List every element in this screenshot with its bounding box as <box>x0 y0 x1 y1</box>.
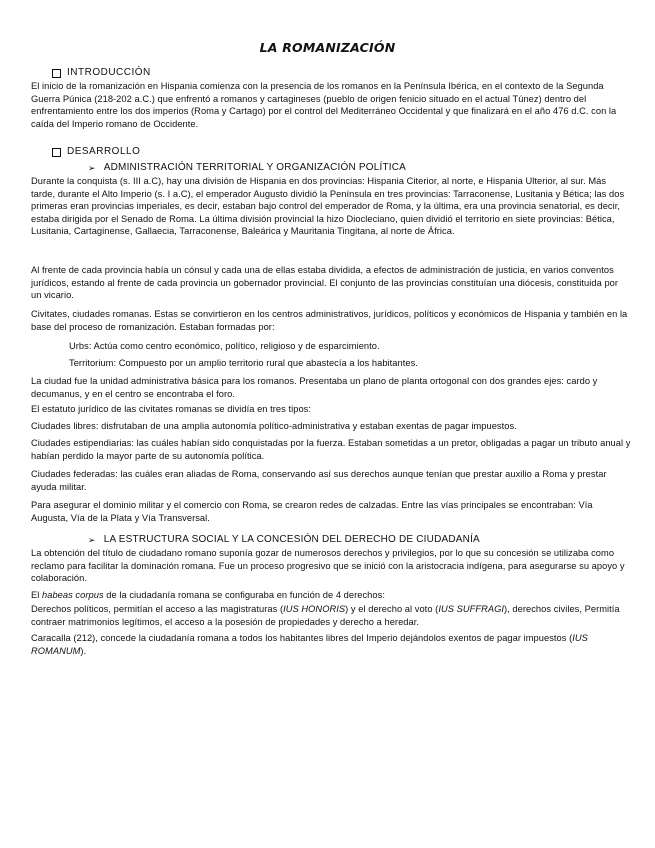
social-paragraph-1: La obtención del título de ciudadano romano suponía gozar de numerosos derechos y privilegios, por lo que su concesión se utilizaba como reclamo para facilitar la dominación romana. Fue un proceso progresivo que se inició con la aristocracia indígena, para asegurarse su apoyo y colaboración. <box>31 548 625 583</box>
section-desarrollo <box>52 146 140 158</box>
subsection-estructura-social <box>88 534 480 546</box>
social-paragraph-4: Caracalla (212), concede la ciudadanía romana a todos los habitantes libres del Imperio dejándolos exentos de pagar impuestos (IUS ROMANUM). <box>31 633 588 656</box>
checkbox-icon <box>52 69 61 78</box>
admin-paragraph-1: Durante la conquista (s. III a.C), hay una división de Hispania en dos provincias: Hispania Citerior, al norte, e Hispania Ulterior, al sur. Más tarde, durante el Alto Imperio (s. I a.C), el emperador Augusto dividió la Península en tres provincias: Tarraconense, Lusitania y Bética; las dos primeras eran provincias imperiales, es decir, estaban bajo control del emperador de Roma, y la última, era una provincia senatorial, es decir, estaba dirigida por el Senado de Roma. La última división provincial la hizo Diocleciano, quien dividió el territorio en siete provincias: Bética, Lusitania, Cartaginense, Gallaecia, Tarraconense, Baleárica y Mauritania Tingitana, al norte de África. <box>31 176 625 236</box>
admin-paragraph-2: Al frente de cada provincia había un cónsul y cada una de ellas estaba dividida, a efectos de administración de justicia, en varios conventos jurídicos, estando al frente de cada provincia un gobernador provincial. El conjunto de las provincias constituían una diócesis, constituida por un vicario. <box>31 265 619 300</box>
admin-paragraph-3: Civitates, ciudades romanas. Estas se convirtieron en los centros administrativos, jurídicos, políticos y económicos de Hispania y también en la base del proceso de romanización. Estaban formadas por: <box>31 309 628 332</box>
ius-suffragi-term: IUS SUFFRAGI <box>438 604 505 614</box>
admin-paragraph-9: Para asegurar el dominio militar y el comercio con Roma, se crearon redes de calzadas. Entre las vías principales se encontraban: Vía Augusta, Vía de la Plata y Vía Transversal. <box>31 500 593 523</box>
arrow-bullet-icon: ➢ <box>88 163 96 173</box>
arrow-bullet-icon: ➢ <box>88 535 96 545</box>
social-paragraph-3: Derechos políticos, permitían el acceso a las magistraturas (IUS HONORIS) y el derecho al voto (IUS SUFFRAGI), derechos civiles, Permitía contraer matrimonios legítimos, el acceso a la posesión de propiedades y derecho a heredar. <box>31 604 620 627</box>
social-paragraph-2: El habeas corpus de la ciudadanía romana se configuraba en función de 4 derechos: <box>31 590 385 600</box>
subsection-administracion <box>88 162 406 174</box>
section-heading-desarrollo: DESARROLLO <box>67 146 141 157</box>
subsection-heading-administracion: ADMINISTRACIÓN TERRITORIAL Y ORGANIZACIÓN POLÍTICA <box>103 162 407 173</box>
admin-paragraph-7: Ciudades estipendiarias: las cuáles habían sido conquistadas por la fuerza. Estaban sometidas a un pretor, obligadas a pagar un tributo anual y habían perdido la mayor parte de su autonomía política. <box>31 438 631 461</box>
admin-paragraph-8: Ciudades federadas: las cuáles eran aliadas de Roma, conservando así sus derechos aunque tenían que prestar auxilio a Roma y prestar ayuda militar. <box>31 469 607 492</box>
admin-paragraph-5: El estatuto jurídico de las civitates romanas se dividía en tres tipos: <box>31 404 312 414</box>
document-title: LA ROMANIZACIÓN <box>259 40 396 55</box>
checkbox-icon <box>52 148 61 157</box>
section-heading-introduccion: INTRODUCCIÓN <box>67 67 151 78</box>
admin-territorium: Territorium: Compuesto por un amplio territorio rural que abastecía a los habitantes. <box>69 358 418 368</box>
admin-urbs: Urbs: Actúa como centro económico, político, religioso y de esparcimiento. <box>69 341 380 351</box>
admin-paragraph-6: Ciudades libres: disfrutaban de una amplia autonomía político-administrativa y estaban exentas de pagar impuestos. <box>31 421 517 431</box>
intro-paragraph: El inicio de la romanización en Hispania comienza con la presencia de los romanos en la Península Ibérica, en el contexto de la Segunda Guerra Púnica (218-202 a.C.) que enfrentó a romanos y cartagineses (pueblo de origen fenicio situado en el actual Túnez) dentro del enfrentamiento entre los dos imperios (Roma y Cartago) por el control del Mediterráneo Occidental y que finalizará en el año 476 d.C. con la caída del Imperio romano de Occidente. <box>31 81 617 129</box>
ius-romanum-term: IUS ROMANUM <box>31 633 588 656</box>
admin-paragraph-4: La ciudad fue la unidad administrativa básica para los romanos. Presentaba un plano de planta ortogonal con dos grandes ejes: cardo y decumanus, y en el centro se encontraba el foro. <box>31 376 598 399</box>
section-introduccion <box>52 67 151 79</box>
habeas-corpus-term: habeas corpus <box>42 590 104 600</box>
subsection-heading-estructura-social: LA ESTRUCTURA SOCIAL Y LA CONCESIÓN DEL DERECHO DE CIUDADANÍA <box>103 534 480 545</box>
ius-honoris-term: IUS HONORIS <box>283 604 346 614</box>
